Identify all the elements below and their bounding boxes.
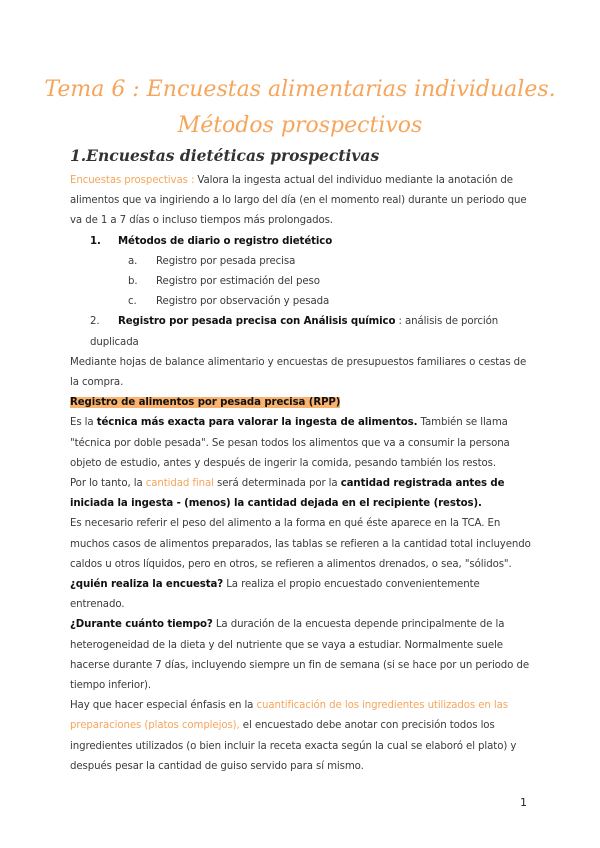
page-number: 1 <box>520 796 527 809</box>
page-title: Tema 6 : Encuestas alimentarias individuales. Métodos prospectivos <box>44 77 556 138</box>
text: Valora la ingesta actual del individuo mediante la anotación de alimentos que va ingiriendo a lo largo del día (en el momento real) durante un periodo que va de 1 a 7 días o incluso tiempos más prolongados. <box>70 175 527 227</box>
paragraph-final-quantity <box>70 474 532 514</box>
section-heading: 1.Encuestas dietéticas prospectivas <box>70 146 380 165</box>
list-letter: b. <box>128 276 138 288</box>
paragraph-prospective <box>70 171 532 232</box>
highlighted-heading: Registro de alimentos por pesada precisa (RPP) <box>70 397 341 409</box>
text: el encuestado debe anotar con precisión todos los ingredientes utilizados (o bien incluir la receta exacta según la cual se elaboró el plato) y después pesar la cantidad de guiso servido para sí mismo. <box>70 720 517 772</box>
text: Hay que hacer especial énfasis en la <box>70 700 257 712</box>
list-item-1 <box>70 232 532 252</box>
text: Por lo tanto, la <box>70 478 146 490</box>
paragraph-balance: Mediante hojas de balance alimentario y encuestas de presupuestos familiares o cestas de la compra. <box>70 356 527 389</box>
text: La realiza el propio encuestado convenientemente entrenado. <box>70 579 480 611</box>
list-letter: c. <box>128 296 137 308</box>
sub-item-a <box>70 252 532 272</box>
text: será determinada por la <box>213 478 341 490</box>
question: ¿Durante cuánto tiempo? <box>70 619 213 631</box>
paragraph-rpp <box>70 413 532 474</box>
paragraph-duration <box>70 615 532 696</box>
text: La duración de la encuesta depende principalmente de la heterogeneidad de la dieta y del nutriente que se vaya a estudiar. Normalmente suele hacerse durante 7 días, incluyendo siempre un fin de semana (si se hace por un periodo de tiempo inferior). <box>70 619 529 692</box>
paragraph-emphasis <box>70 696 532 777</box>
document-body <box>70 171 532 777</box>
list-letter: a. <box>128 255 138 267</box>
term-highlight: cuantificación de los ingredientes utilizados en las preparaciones (platos complejos), <box>70 700 508 732</box>
paragraph-tca: Es necesario referir el peso del alimento a la forma en qué éste aparece en la TCA. En muchos casos de alimentos preparados, las tablas se refieren a la cantidad total incluyendo caldos u otros líquidos, pero en otros, se refieren a alimentos drenados, o sea, "sólidos". <box>70 518 531 570</box>
list-number: 2. <box>90 316 100 328</box>
list-text: Registro por pesada precisa con Análisis químico <box>118 316 396 328</box>
question: ¿quién realiza la encuesta? <box>70 579 224 591</box>
sub-item-b <box>70 272 532 292</box>
list-text: Registro por observación y pesada <box>156 296 330 308</box>
text: Es la <box>70 417 97 429</box>
list-text: Métodos de diario o registro dietético <box>118 235 333 247</box>
list-text: Registro por estimación del peso <box>156 276 320 288</box>
bold-text: técnica más exacta para valorar la ingesta de alimentos. <box>96 417 418 429</box>
text: : análisis de porción duplicada <box>90 316 499 348</box>
rpp-heading <box>70 393 532 413</box>
term-highlight: Encuestas prospectivas : <box>70 175 195 186</box>
list-number: 1. <box>90 235 101 247</box>
list-item-2 <box>70 312 532 352</box>
term-highlight: cantidad final <box>145 478 214 490</box>
text: También se llama "técnica por doble pesada". Se pesan todos los alimentos que va a consumir la persona objeto de estudio, antes y después de ingerir la comida, pesando también los restos. <box>70 417 510 469</box>
list-text: Registro por pesada precisa <box>156 255 296 267</box>
paragraph-who <box>70 575 532 615</box>
sub-item-c <box>70 292 532 312</box>
bold-text: cantidad registrada antes de iniciada la ingesta - (menos) la cantidad dejada en el recipiente (restos). <box>70 478 505 510</box>
